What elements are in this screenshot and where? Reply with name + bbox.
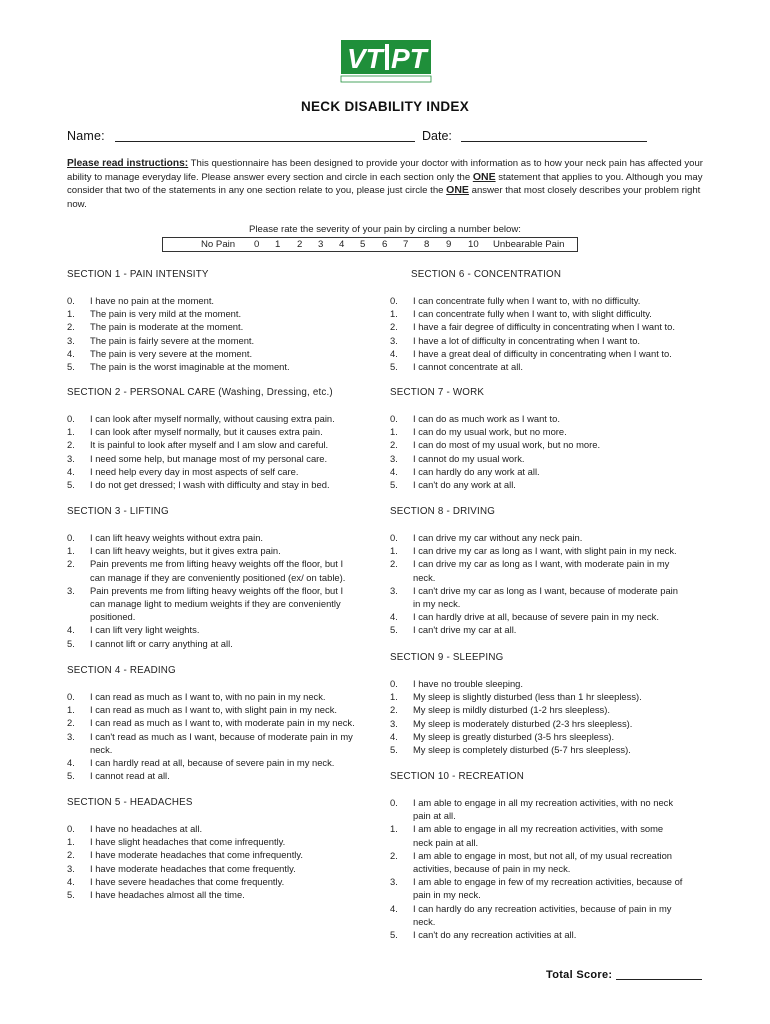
option-text: I have headaches almost all the time. [90,889,245,900]
answer-option[interactable] [67,623,397,636]
option-number: 2. [67,717,75,729]
total-score-label: Total Score: [546,969,613,981]
scale-number[interactable]: 1 [275,239,281,250]
option-number: 2. [390,321,398,333]
answer-option[interactable] [67,637,397,650]
total-score-line[interactable] [616,968,702,980]
option-text: I can do most of my usual work, but no more. [413,439,601,451]
option-text: I can concentrate fully when I want to, with no difficulty. [413,295,641,306]
date-field[interactable] [422,129,647,143]
option-text: I can look after myself normally, without causing extra pain. [90,413,335,424]
option-text: I have no headaches at all. [90,823,203,834]
option-text: neck. [90,743,113,755]
option-number: 3. [390,876,398,888]
answer-option[interactable] [390,465,720,478]
section-heading: SECTION 3 - LIFTING [67,506,169,517]
option-number: 4. [67,757,75,768]
option-number: 1. [390,691,398,703]
logo-text-left: VT [347,43,383,74]
section-heading: SECTION 4 - READING [67,665,176,676]
option-text: I can do my usual work, but no more. [413,426,567,438]
option-text: I can drive my car as long as I want, with moderate pain in my [413,558,670,570]
scale-max-label: Unbearable Pain [493,239,565,250]
option-number: 1. [390,426,398,438]
option-number: 1. [67,545,75,557]
option-text: The pain is the worst imaginable at the moment. [90,361,290,372]
option-text: The pain is fairly severe at the moment. [90,334,255,346]
instructions-text-3: answer that most closely describes your problem right now. [67,185,701,210]
answer-option[interactable] [67,544,397,557]
option-number: 3. [390,452,398,464]
answer-option[interactable] [67,294,397,307]
option-text: I can lift very light weights. [90,624,200,636]
name-line[interactable] [115,129,415,142]
answer-option[interactable] [390,307,720,320]
option-text: I do not get dressed; I wash with difficulty and stay in bed. [90,479,330,490]
answer-option[interactable] [67,425,397,438]
option-text: I have moderate headaches that come frequently. [90,862,296,874]
option-number: 5. [67,479,75,490]
answer-option[interactable] [67,730,397,756]
option-text: I have moderate headaches that come infrequently. [90,849,303,861]
answer-option[interactable] [67,452,397,465]
option-text: Pain prevents me from lifting heavy weights off the floor, but I [90,558,344,570]
option-text: I am able to engage in most, but not all, of my usual recreation [413,849,672,861]
option-number: 3. [390,334,398,346]
section-heading: SECTION 1 - PAIN INTENSITY [67,269,209,280]
option-number: 0. [67,413,75,424]
section-heading: SECTION 8 - DRIVING [390,506,496,517]
option-number: 4. [67,347,75,359]
scale-number[interactable]: 4 [339,239,345,250]
rating-label: Please rate the severity of your pain by circling a number below: [249,224,521,235]
answer-option[interactable] [67,478,397,491]
answer-option[interactable] [390,294,720,307]
scale-number[interactable]: 8 [424,239,430,250]
option-text: activities, because of pain in my neck. [413,862,571,874]
answer-option[interactable] [67,703,397,716]
name-label: Name: [67,129,105,143]
option-number: 3. [390,717,398,729]
option-text: in my neck. [413,597,461,609]
option-text: I have a fair degree of difficulty in concentrating when I want to. [413,321,675,333]
option-text: The pain is very mild at the moment. [90,308,242,320]
answer-option[interactable] [67,465,397,478]
option-number: 2. [390,849,398,861]
option-number: 1. [67,308,75,320]
logo-text-right: PT [391,43,427,74]
option-text: I am able to engage in all my recreation activities, with no neck [413,797,674,808]
option-text: I can't do any recreation activities at all. [413,929,577,940]
option-text: I can drive my car as long as I want, with slight pain in my neck. [413,545,677,557]
answer-option[interactable] [390,452,720,465]
answer-option[interactable] [67,848,397,861]
answer-option[interactable] [390,478,720,491]
answer-option[interactable] [390,690,720,703]
answer-option[interactable] [390,822,720,848]
option-text: I can hardly read at all, because of severe pain in my neck. [90,757,335,768]
answer-option[interactable] [390,584,720,610]
answer-option[interactable] [67,360,397,373]
option-number: 0. [390,797,398,808]
option-text: I can hardly do any recreation activities, because of pain in my [413,902,672,914]
option-text: neck. [413,571,436,583]
scale-number[interactable]: 10 [468,239,479,250]
option-text: I have a great deal of difficulty in concentrating when I want to. [413,347,672,359]
option-number: 4. [67,875,75,887]
option-number: 4. [390,465,398,477]
option-text: I can't drive my car at all. [413,624,517,636]
answer-option[interactable] [67,307,397,320]
option-text: I have a lot of difficulty in concentrating when I want to. [413,334,641,346]
answer-option[interactable] [390,347,720,360]
option-text: I can hardly drive at all, because of severe pain in my neck. [413,611,659,623]
option-text: I cannot concentrate at all. [413,361,523,372]
answer-option[interactable] [390,703,720,716]
option-text: I cannot do my usual work. [413,452,525,464]
scale-number[interactable]: 6 [382,239,388,250]
option-text: I can't drive my car as long as I want, because of moderate pain [413,584,678,596]
option-text: I can read as much as I want to, with no pain in my neck. [90,691,326,702]
option-text: I am able to engage in few of my recreation activities, because of [413,876,683,888]
answer-option[interactable] [390,531,720,544]
option-text: pain in my neck. [413,889,481,901]
option-text: pain at all. [413,810,456,822]
option-number: 0. [67,823,75,834]
option-text: neck pain at all. [413,836,479,848]
option-number: 4. [390,347,398,359]
scale-number[interactable]: 2 [297,239,303,250]
answer-option[interactable] [390,677,720,690]
answer-option[interactable] [390,849,720,875]
option-number: 1. [67,426,75,438]
answer-option[interactable] [67,557,397,583]
section-heading: SECTION 9 - SLEEPING [390,652,504,663]
option-number: 1. [390,823,398,835]
answer-option[interactable] [390,557,720,583]
option-number: 0. [390,532,398,543]
answer-option[interactable] [390,425,720,438]
option-text: I can do as much work as I want to. [413,413,560,424]
answer-option[interactable] [390,623,720,636]
scale-min-label: No Pain [201,239,236,250]
option-number: 3. [67,334,75,346]
total-score[interactable] [546,968,702,981]
answer-option[interactable] [390,438,720,451]
answer-option[interactable] [390,360,720,373]
option-number: 5. [67,770,75,782]
option-number: 2. [67,321,75,333]
option-number: 4. [390,611,398,623]
logo-divider [385,44,389,70]
option-text: I can't do any work at all. [413,479,516,490]
option-number: 5. [390,929,398,940]
section-heading: SECTION 10 - RECREATION [390,771,524,782]
option-number: 5. [390,744,398,755]
option-text: neck. [413,915,436,927]
option-text: I cannot read at all. [90,770,170,782]
answer-option[interactable] [67,531,397,544]
instructions-lead: Please read instructions: [67,158,189,169]
answer-option[interactable] [390,902,720,928]
option-number: 5. [67,889,75,900]
option-number: 3. [390,584,398,596]
answer-option[interactable] [67,835,397,848]
option-number: 1. [390,308,398,320]
section-heading: SECTION 5 - HEADACHES [67,797,193,808]
answer-option[interactable] [390,610,720,623]
answer-option[interactable] [390,412,720,425]
instructions-emphasis-2: ONE [446,184,469,197]
option-text: I am able to engage in all my recreation activities, with some [413,823,664,835]
scale-number[interactable]: 0 [254,239,260,250]
option-text: I have slight headaches that come infrequently. [90,836,286,848]
option-number: 0. [67,295,75,306]
scale-number[interactable]: 7 [403,239,409,250]
scale-number[interactable]: 3 [318,239,324,250]
answer-option[interactable] [390,717,720,730]
option-number: 0. [390,678,398,689]
instructions-emphasis-1: ONE [472,170,496,183]
option-text: I have severe headaches that come frequently. [90,875,285,887]
option-number: 1. [67,836,75,848]
option-text: My sleep is greatly disturbed (3-5 hrs sleepless). [413,730,615,742]
option-number: 0. [390,413,398,424]
answer-option[interactable] [67,769,397,782]
option-text: I have no trouble sleeping. [413,678,523,689]
option-text: Pain prevents me from lifting heavy weights off the floor, but I [90,584,344,596]
option-number: 0. [67,532,75,543]
option-number: 2. [67,558,75,570]
option-number: 4. [390,730,398,742]
answer-option[interactable] [390,743,720,756]
option-number: 2. [390,558,398,570]
option-text: My sleep is moderately disturbed (2-3 hrs sleepless). [413,717,633,729]
option-number: 3. [67,584,75,596]
option-number: 1. [390,545,398,557]
option-number: 3. [67,730,75,742]
option-number: 5. [390,361,398,372]
option-text: I can concentrate fully when I want to, with slight difficulty. [413,308,652,320]
scale-number[interactable]: 5 [360,239,366,250]
option-text: My sleep is slightly disturbed (less than 1 hr sleepless). [413,691,642,703]
answer-option[interactable] [67,690,397,703]
option-number: 2. [67,439,75,451]
option-text: I can't read as much as I want, because of moderate pain in my [90,730,353,742]
option-number: 2. [390,439,398,451]
option-text: I can lift heavy weights, but it gives extra pain. [90,545,281,557]
answer-option[interactable] [67,716,397,729]
option-number: 5. [390,479,398,490]
option-number: 0. [67,691,75,702]
answer-option[interactable] [67,320,397,333]
answer-option[interactable] [390,796,720,822]
option-text: The pain is moderate at the moment. [90,321,244,333]
option-number: 5. [67,361,75,372]
option-text: My sleep is completely disturbed (5-7 hrs sleepless). [413,744,631,755]
option-text: I can look after myself normally, but it causes extra pain. [90,426,323,438]
answer-option[interactable] [390,875,720,901]
section-heading: SECTION 2 - PERSONAL CARE (Washing, Dressing, etc.) [67,387,333,398]
option-text: I can read as much as I want to, with moderate pain in my neck. [90,717,355,729]
option-number: 3. [67,862,75,874]
option-number: 0. [390,295,398,306]
option-text: My sleep is mildly disturbed (1-2 hrs sleepless). [413,704,610,716]
option-text: I can read as much as I want to, with slight pain in my neck. [90,704,337,716]
answer-option[interactable] [67,756,397,769]
answer-option[interactable] [67,347,397,360]
answer-option[interactable] [67,412,397,425]
vtpt-logo [339,38,433,86]
option-text: positioned. [90,611,136,623]
option-text: can manage if they are conveniently positioned (ex/ on table). [90,571,346,583]
option-text: It is painful to look after myself and I am slow and careful. [90,439,329,451]
option-text: I can drive my car without any neck pain. [413,532,583,543]
option-text: I need help every day in most aspects of self care. [90,465,299,477]
instructions-text-1: This questionnaire has been designed to provide your doctor with information as to how your neck pain has affected your ability to manage everyday life. Please answer every section and circle in each section only the [67,158,703,183]
option-text: The pain is very severe at the moment. [90,347,253,359]
answer-option[interactable] [390,320,720,333]
logo-tagline-bar [341,76,431,82]
answer-option[interactable] [67,862,397,875]
option-number: 4. [67,465,75,477]
option-text: can manage light to medium weights if they are conveniently [90,597,341,609]
answer-option[interactable] [390,334,720,347]
answer-option[interactable] [390,928,720,941]
section-heading: SECTION 6 - CONCENTRATION [411,269,562,280]
scale-number[interactable]: 9 [446,239,452,250]
answer-option[interactable] [67,822,397,835]
section-heading: SECTION 7 - WORK [390,387,485,398]
answer-option[interactable] [390,730,720,743]
instructions [67,157,703,211]
option-number: 1. [67,704,75,716]
option-number: 4. [390,902,398,914]
name-field[interactable] [67,129,415,143]
date-label: Date: [422,129,452,143]
option-number: 2. [67,849,75,861]
answer-option[interactable] [67,888,397,901]
option-text: I cannot lift or carry anything at all. [90,637,233,649]
option-text: I have no pain at the moment. [90,295,215,306]
logo-graphic [339,38,433,86]
option-number: 4. [67,624,75,636]
option-text: I need some help, but manage most of my personal care. [90,452,328,464]
instructions-text-2: statement that applies to you. Although you may consider that two of the statements in any one section relate to you, please just circle the [67,171,703,197]
date-line[interactable] [461,129,647,142]
answer-option[interactable] [67,438,397,451]
option-number: 2. [390,704,398,716]
answer-option[interactable] [67,875,397,888]
option-text: I can lift heavy weights without extra pain. [90,532,264,543]
option-number: 5. [67,637,75,649]
option-text: I can hardly do any work at all. [413,465,540,477]
pain-scale [162,237,578,252]
answer-option[interactable] [390,544,720,557]
option-number: 3. [67,452,75,464]
answer-option[interactable] [67,334,397,347]
option-number: 5. [390,624,398,636]
page-title: NECK DISABILITY INDEX [300,99,470,114]
answer-option[interactable] [67,584,397,624]
